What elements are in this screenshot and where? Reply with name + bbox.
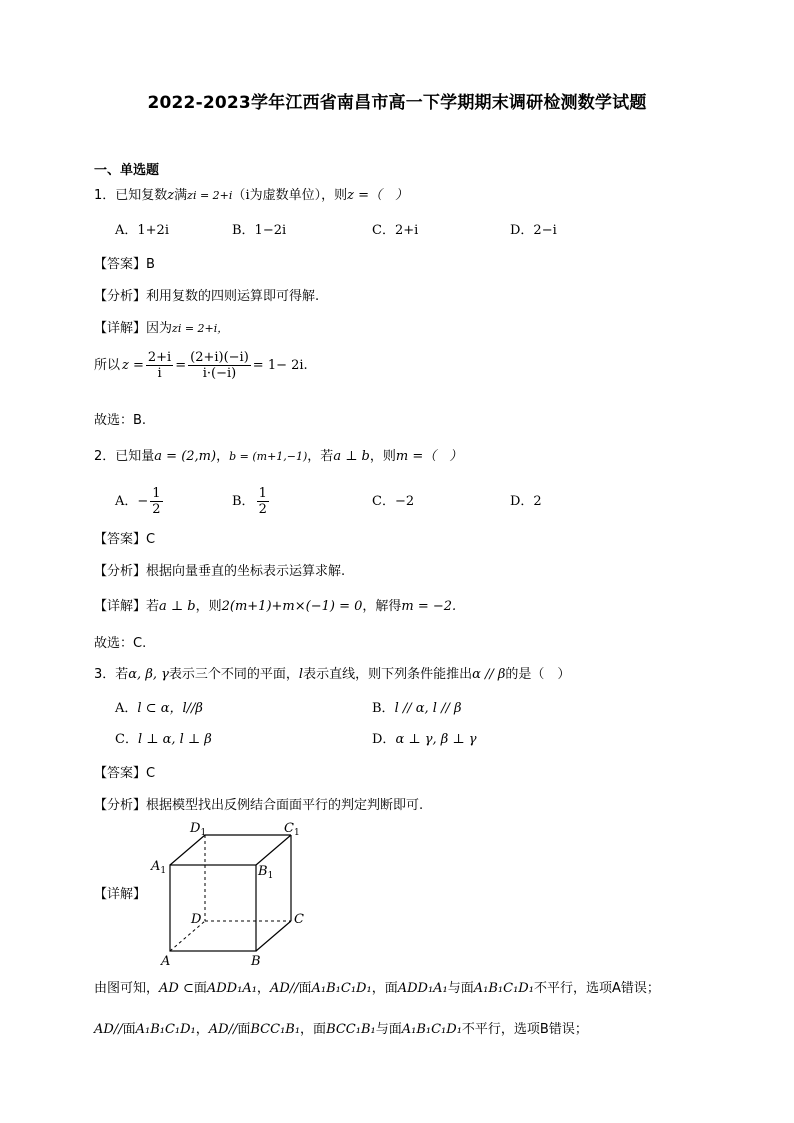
answer-value: C bbox=[146, 532, 156, 547]
text: ， bbox=[256, 981, 270, 996]
q2-stem bbox=[94, 448, 462, 466]
detail-text: 因为 bbox=[146, 321, 173, 336]
q1-detail bbox=[94, 320, 228, 338]
q3-option-c bbox=[115, 731, 212, 749]
math: ADD₁A₁ bbox=[397, 981, 448, 996]
fraction-numerator: 2+i bbox=[147, 350, 172, 365]
text: 不平行，选项A错误； bbox=[533, 981, 660, 996]
document-title: 2022-2023学年江西省南昌市高一下学期期末调研检测数学试题 bbox=[147, 93, 647, 113]
cube-edge bbox=[170, 835, 205, 865]
q3-stem-text: 表示三个不同的平面， bbox=[168, 667, 299, 682]
detail-equation: zi = 2+i， bbox=[172, 322, 229, 335]
q1-stem-text: 满 bbox=[174, 188, 188, 203]
option-label: A．− bbox=[115, 493, 149, 509]
fraction bbox=[150, 486, 162, 517]
q1-option-c: C．2+i bbox=[372, 223, 419, 238]
math: A₁B₁C₁D₁ bbox=[311, 981, 372, 996]
option-label: D． bbox=[372, 732, 396, 747]
text: 由图可知， bbox=[94, 981, 160, 996]
text: ， bbox=[195, 1022, 209, 1037]
answer-tag: 【答案】 bbox=[94, 532, 147, 547]
fraction-denominator: i·(−i) bbox=[202, 366, 237, 381]
fraction bbox=[188, 350, 251, 381]
q1-choice: 故选：B. bbox=[94, 413, 147, 428]
q2-choice: 故选：C. bbox=[94, 636, 147, 651]
detail-text: 若 bbox=[146, 599, 160, 614]
option-label: A． bbox=[115, 701, 138, 716]
q2-detail bbox=[94, 598, 456, 616]
option-label: C． bbox=[115, 732, 138, 747]
analysis-text: 根据向量垂直的坐标表示运算求解. bbox=[146, 564, 346, 579]
section-heading: 一、单选题 bbox=[94, 163, 160, 178]
label-A: A bbox=[161, 954, 171, 969]
q1-equation: zi = 2+i bbox=[187, 189, 233, 202]
fraction-denominator: i bbox=[157, 366, 162, 381]
math: BCC₁B₁ bbox=[326, 1022, 376, 1037]
answer-tag: 【答案】 bbox=[94, 766, 147, 781]
math: AD// bbox=[208, 1022, 238, 1037]
option-math: l ⊂ α，l//β bbox=[137, 701, 203, 716]
analysis-text: 根据模型找出反例结合面面平行的判定判断即可. bbox=[146, 798, 424, 813]
analysis-tag: 【分析】 bbox=[94, 289, 147, 304]
q2-stem-text: ，则 bbox=[369, 449, 396, 464]
q2-question-tail: m =（ ） bbox=[395, 449, 463, 464]
label-D1: $D_1$ bbox=[190, 821, 207, 838]
analysis-tag: 【分析】 bbox=[94, 564, 147, 579]
analysis-text: 利用复数的四则运算即可得解. bbox=[146, 289, 320, 304]
fraction bbox=[146, 350, 173, 381]
q1-option-a: A．1+2i bbox=[115, 223, 169, 238]
solution-result: = 1− 2i. bbox=[252, 357, 308, 373]
fraction-numerator: 1 bbox=[152, 486, 161, 501]
q2-analysis bbox=[94, 563, 345, 581]
q2-vector-a: a = (2,m) bbox=[154, 449, 217, 464]
q3-stem bbox=[94, 666, 570, 684]
q3-parallel: α // β bbox=[472, 667, 506, 682]
q1-stem-text: （ bbox=[232, 188, 246, 203]
q1-question-tail: z =（ ） bbox=[347, 188, 408, 203]
fraction-numerator: 1 bbox=[258, 486, 267, 501]
text: 与面 bbox=[375, 1022, 402, 1037]
q1-stem-text: 1．已知复数 bbox=[94, 188, 168, 203]
detail-text: ，则 bbox=[195, 599, 222, 614]
q2-option-a bbox=[115, 486, 165, 517]
label-D: D bbox=[191, 912, 202, 927]
text: 面 bbox=[298, 981, 312, 996]
q3-detail-tag: 【详解】 bbox=[94, 887, 147, 902]
math: BCC₁B₁ bbox=[250, 1022, 301, 1037]
text: ，面 bbox=[371, 981, 398, 996]
label-C1: $C_1$ bbox=[284, 821, 300, 838]
q2-vector-b: b = (m+1,−1) bbox=[229, 450, 308, 463]
detail-result: m = −2. bbox=[401, 599, 457, 614]
q1-solution bbox=[94, 350, 308, 381]
fraction-denominator: 2 bbox=[152, 502, 161, 517]
cube-diagram bbox=[150, 815, 310, 970]
fraction bbox=[257, 486, 269, 517]
q3-detail-line-1 bbox=[94, 980, 660, 998]
option-label: B． bbox=[232, 493, 255, 509]
label-C: C bbox=[294, 912, 304, 927]
math: AD// bbox=[269, 981, 299, 996]
analysis-tag: 【分析】 bbox=[94, 798, 147, 813]
detail-text: ，解得 bbox=[362, 599, 402, 614]
q2-stem-text: ，若 bbox=[307, 449, 334, 464]
option-math: l // α, l // β bbox=[394, 701, 462, 716]
q2-stem-text: ， bbox=[216, 449, 230, 464]
label-B1: $B_1$ bbox=[258, 864, 274, 881]
cube-edge bbox=[256, 921, 291, 951]
q1-analysis bbox=[94, 288, 319, 306]
answer-value: B bbox=[146, 257, 155, 272]
math: A₁B₁C₁D₁ bbox=[135, 1022, 196, 1037]
q3-option-a bbox=[115, 700, 203, 718]
text: ，面 bbox=[300, 1022, 327, 1037]
q2-option-c: C．−2 bbox=[372, 494, 415, 509]
q2-option-b bbox=[232, 486, 271, 517]
q3-detail-line-2 bbox=[94, 1021, 588, 1039]
q1-answer bbox=[94, 256, 155, 274]
q3-stem-text: 表示直线，则下列条件能推出 bbox=[303, 667, 473, 682]
equals-sign: = bbox=[175, 357, 187, 373]
q3-analysis bbox=[94, 797, 423, 815]
label-A1: $A_1$ bbox=[151, 859, 167, 876]
q1-stem-text: 为虚数单位），则 bbox=[249, 188, 348, 203]
label-B: B bbox=[251, 954, 261, 969]
text: 面 bbox=[237, 1022, 251, 1037]
answer-tag: 【答案】 bbox=[94, 257, 147, 272]
q3-stem-text: 的是（ ） bbox=[505, 667, 571, 682]
cube-edge bbox=[256, 835, 291, 865]
q2-answer bbox=[94, 531, 155, 549]
fraction-denominator: 2 bbox=[258, 502, 267, 517]
q2-option-d: D．2 bbox=[510, 494, 542, 509]
q3-option-b bbox=[372, 700, 462, 718]
q3-answer bbox=[94, 765, 155, 783]
detail-perpendicular: a ⊥ b bbox=[159, 599, 196, 614]
solution-z: z = bbox=[122, 357, 144, 373]
solution-prefix: 所以 bbox=[94, 357, 121, 373]
text: 面 bbox=[193, 981, 207, 996]
math: A₁B₁C₁D₁ bbox=[473, 981, 534, 996]
math: A₁B₁C₁D₁ bbox=[401, 1022, 462, 1037]
text: 与面 bbox=[447, 981, 474, 996]
q1-var-i: i bbox=[245, 188, 250, 203]
math: AD ⊂ bbox=[159, 981, 194, 996]
q3-option-d bbox=[372, 731, 477, 749]
math: AD// bbox=[94, 1022, 123, 1037]
detail-tag: 【详解】 bbox=[94, 321, 147, 336]
text: 不平行，选项B错误； bbox=[461, 1022, 588, 1037]
q2-perpendicular: a ⊥ b bbox=[333, 449, 370, 464]
q1-var-z: z bbox=[167, 188, 175, 203]
option-label: B． bbox=[372, 701, 395, 716]
option-math: l ⊥ α, l ⊥ β bbox=[137, 732, 212, 747]
answer-value: C bbox=[146, 766, 156, 781]
detail-equation: 2(m+1)+m×(−1) = 0 bbox=[221, 599, 363, 614]
fraction-numerator: (2+i)(−i) bbox=[190, 350, 249, 365]
math: ADD₁A₁ bbox=[206, 981, 257, 996]
cube-front-face bbox=[170, 865, 256, 951]
q1-option-b: B．1−2i bbox=[232, 223, 287, 238]
q3-planes: α, β, γ bbox=[128, 667, 169, 682]
q3-stem-text: 3．若 bbox=[94, 667, 129, 682]
text: 面 bbox=[122, 1022, 136, 1037]
q1-option-d: D．2−i bbox=[510, 223, 557, 238]
q2-stem-text: 2．已知量 bbox=[94, 449, 155, 464]
detail-tag: 【详解】 bbox=[94, 599, 147, 614]
q1-stem bbox=[94, 187, 408, 205]
q3-line-l: l bbox=[298, 667, 304, 682]
option-math: α ⊥ γ, β ⊥ γ bbox=[395, 732, 477, 747]
